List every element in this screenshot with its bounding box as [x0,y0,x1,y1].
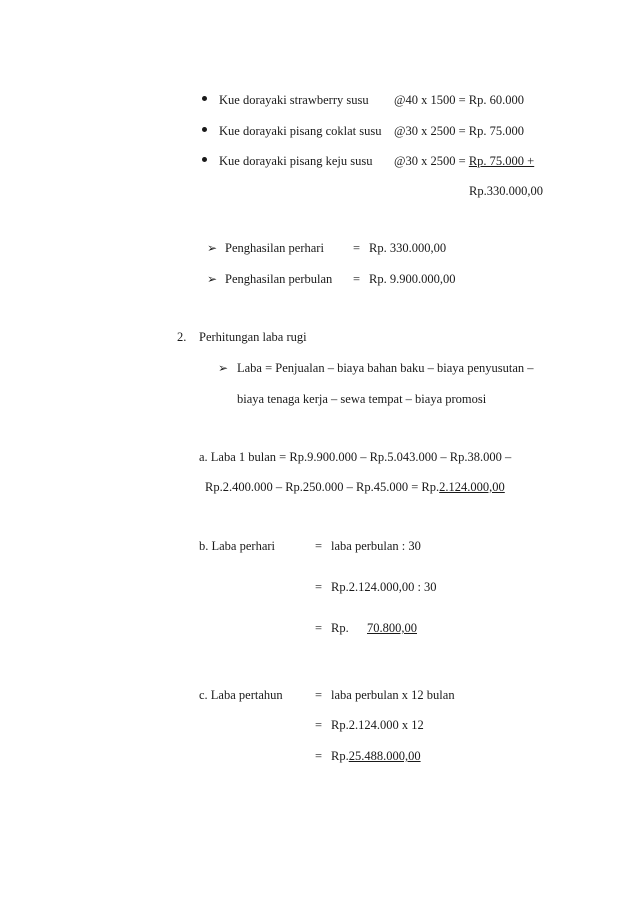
calc-c-result: 25.488.000,00 [348,749,421,763]
arrow-bullet-icon: ➢ [207,241,218,255]
bullet-icon [202,96,207,101]
item-calc: @30 x 2500 = Rp. 75.000 [394,124,525,138]
calc-c-prefix: Rp. [331,749,349,763]
items-total: Rp.330.000,00 [469,184,543,198]
calc-b-eq: = [315,539,323,553]
section-title: Perhitungan laba rugi [199,330,307,344]
formula-line: Laba = Penjualan – biaya bahan baku – biaya penyusutan – [237,361,534,375]
arrow-bullet-icon: ➢ [207,272,218,286]
income-value: Rp. 9.900.000,00 [369,272,456,286]
formula-line: biaya tenaga kerja – sewa tempat – biaya promosi [237,392,487,406]
item-calc: @40 x 1500 = Rp. 60.000 [394,93,525,107]
income-label: Penghasilan perbulan [225,272,333,286]
calc-b-line: Rp. [331,621,349,635]
income-label: Penghasilan perhari [225,241,324,255]
calc-c-label: c. Laba pertahun [199,688,283,702]
section-number: 2. [177,330,187,344]
item-name: Kue dorayaki pisang keju susu [219,154,373,168]
calc-c-line: laba perbulan x 12 bulan [331,688,455,702]
bullet-icon [202,127,207,132]
calc-b-label: b. Laba perhari [199,539,276,553]
bullet-icon [202,157,207,162]
income-value: Rp. 330.000,00 [369,241,447,255]
income-eq: = [353,241,361,255]
calc-c-eq: = [315,718,323,732]
income-eq: = [353,272,361,286]
calc-a-line: a. Laba 1 bulan = Rp.9.900.000 – Rp.5.043.000 – Rp.38.000 – [199,450,512,464]
calc-b-line: laba perbulan : 30 [331,539,421,553]
calc-b-eq: = [315,580,323,594]
calc-c-eq: = [315,749,323,763]
calc-a-line [205,481,505,494]
item-calc-underlined: Rp. 75.000 + [468,154,535,168]
calc-b-eq: = [315,621,323,635]
calc-b-result: 70.800,00 [367,621,417,635]
calc-a-prefix: Rp.2.400.000 – Rp.250.000 – Rp.45.000 = Rp. [205,480,440,494]
calc-a-result: 2.124.000,00 [439,480,505,494]
calc-c-line: Rp.2.124.000 x 12 [331,718,424,732]
calc-c-line [331,750,421,763]
arrow-bullet-icon: ➢ [218,361,229,375]
calc-b-line: Rp.2.124.000,00 : 30 [331,580,437,594]
item-calc [394,155,534,168]
item-name: Kue dorayaki pisang coklat susu [219,124,382,138]
item-name: Kue dorayaki strawberry susu [219,93,369,107]
calc-c-eq: = [315,688,323,702]
item-calc-prefix: @30 x 2500 = [394,154,469,168]
